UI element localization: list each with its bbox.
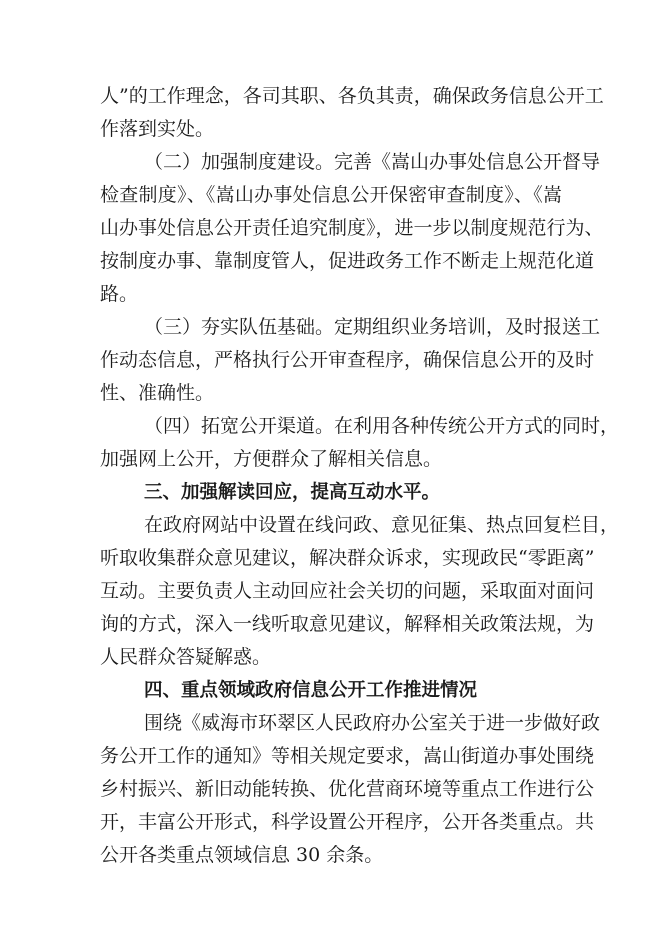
text-line: 听取收集群众意见建议，解决群众诉求，实现政民“零距离” (100, 547, 595, 569)
text-line: （三）夯实队伍基础。定期组织业务培训，及时报送工 (144, 316, 601, 338)
text-line: 公开各类重点领域信息 30 余条。 (100, 844, 384, 866)
text-line: （二）加强制度建设。完善《嵩山办事处信息公开督导 (144, 151, 601, 173)
text-line: 性、准确性。 (100, 382, 215, 404)
text-line: 围绕《威海市环翠区人民政府办公室关于进一步做好政 (144, 712, 601, 734)
text-line: 乡村振兴、新旧动能转换、优化营商环境等重点工作进行公 (100, 778, 595, 800)
section-heading: 三、加强解读回应，提高互动水平。 (144, 482, 441, 503)
text-line: 作动态信息，严格执行公开审查程序，确保信息公开的及时 (100, 349, 595, 371)
text-line: 人民群众答疑解惑。 (100, 646, 272, 668)
text-line: 按制度办事、靠制度管人，促进政务工作不断走上规范化道 (100, 250, 595, 272)
text-line: 互动。主要负责人主动回应社会关切的问题，采取面对面问 (100, 580, 595, 602)
text-line: 人”的工作理念，各司其职、各负其责，确保政务信息公开工 (100, 85, 604, 107)
text-line: 务公开工作的通知》等相关规定要求，嵩山街道办事处围绕 (100, 745, 595, 767)
text-line: （四）拓宽公开渠道。在利用各种传统公开方式的同时， (144, 415, 620, 437)
text-line: 山办事处信息公开责任追究制度》，进一步以制度规范行为、 (100, 217, 604, 239)
section-heading: 四、重点领域政府信息公开工作推进情况 (144, 680, 478, 701)
text-line: 开，丰富公开形式，科学设置公开程序，公开各类重点。共 (100, 811, 595, 833)
text-line: 在政府网站中设置在线问政、意见征集、热点回复栏目， (144, 514, 620, 536)
text-line: 检查制度》、《嵩山办事处信息公开保密审查制度》、《嵩 (100, 184, 562, 206)
text-line: 询的方式，深入一线听取意见建议，解释相关政策法规，为 (100, 613, 595, 635)
text-line: 加强网上公开，方便群众了解相关信息。 (100, 448, 443, 470)
document-body (100, 80, 620, 872)
text-line: 作落到实处。 (100, 118, 215, 140)
text-line: 路。 (100, 283, 139, 305)
